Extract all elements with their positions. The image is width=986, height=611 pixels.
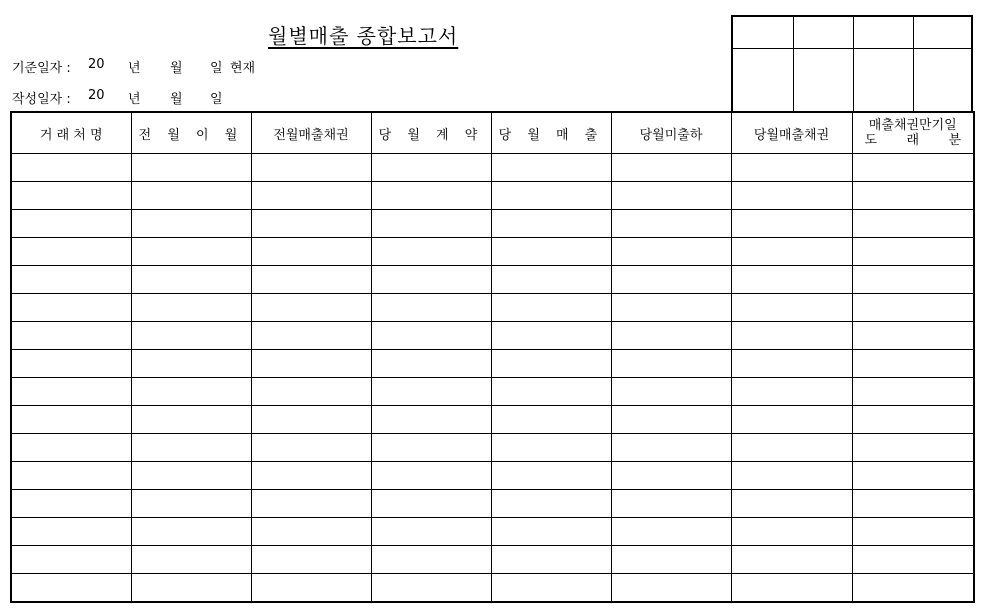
table-cell[interactable] [611,154,731,182]
table-cell[interactable] [131,238,251,266]
written-year-prefix: 20 [88,88,105,103]
table-cell[interactable] [611,574,731,603]
base-date-label: 기준일자 : [12,61,71,76]
table-cell[interactable] [371,238,491,266]
col-header-client: 거 래 처 명 [11,112,131,154]
table-cell[interactable] [371,322,491,350]
table-cell[interactable] [251,518,371,546]
table-cell[interactable] [371,574,491,603]
col-header-prev-carryover: 전 월 이 월 [131,112,251,154]
table-cell[interactable] [371,406,491,434]
table-cell[interactable] [491,350,611,378]
maturity-char: 분 [948,133,961,148]
base-year-prefix: 20 [88,57,105,72]
approval-col-divider [913,17,914,112]
table-cell[interactable] [491,462,611,490]
table-cell[interactable] [491,434,611,462]
table-cell[interactable] [852,462,974,490]
table-cell[interactable] [731,378,852,406]
table-cell[interactable] [611,490,731,518]
table-cell[interactable] [131,406,251,434]
col-header-month-receivables: 당월매출채권 [731,112,852,154]
table-cell[interactable] [852,574,974,603]
table-cell[interactable] [251,210,371,238]
table-cell[interactable] [611,406,731,434]
approval-col-divider [853,17,854,112]
table-cell[interactable] [611,266,731,294]
table-cell[interactable] [11,238,131,266]
table-row [11,238,974,266]
table-cell[interactable] [611,238,731,266]
table-cell[interactable] [11,518,131,546]
table-cell[interactable] [491,406,611,434]
table-cell[interactable] [251,154,371,182]
table-cell[interactable] [11,350,131,378]
table-cell[interactable] [131,210,251,238]
table-cell[interactable] [852,350,974,378]
approval-box [731,15,973,112]
table-cell[interactable] [731,322,852,350]
table-cell[interactable] [852,266,974,294]
table-cell[interactable] [251,490,371,518]
table-row [11,406,974,434]
table-cell[interactable] [131,462,251,490]
table-cell[interactable] [251,238,371,266]
table-cell[interactable] [731,490,852,518]
table-cell[interactable] [131,518,251,546]
col-header-month-unshipped: 당월미출하 [611,112,731,154]
maturity-line1: 매출채권만기일 [868,118,957,133]
table-cell[interactable] [491,210,611,238]
table-cell[interactable] [131,350,251,378]
table-cell[interactable] [491,546,611,574]
table-cell[interactable] [611,350,731,378]
table-cell[interactable] [131,490,251,518]
table-cell[interactable] [251,322,371,350]
table-cell[interactable] [251,182,371,210]
table-cell[interactable] [852,490,974,518]
table-row [11,434,974,462]
table-cell[interactable] [491,294,611,322]
table-cell[interactable] [131,154,251,182]
table-cell[interactable] [371,462,491,490]
table-cell[interactable] [11,182,131,210]
table-cell[interactable] [731,546,852,574]
table-cell[interactable] [251,378,371,406]
table-cell[interactable] [11,154,131,182]
table-row [11,490,974,518]
table-cell[interactable] [491,490,611,518]
table-cell[interactable] [491,238,611,266]
report-title: 월별매출 종합보고서 [268,24,459,48]
table-cell[interactable] [371,182,491,210]
table-row [11,462,974,490]
table-cell[interactable] [731,210,852,238]
table-cell[interactable] [131,322,251,350]
table-cell[interactable] [731,154,852,182]
written-day-unit: 일 [210,92,223,107]
table-cell[interactable] [611,378,731,406]
table-cell[interactable] [371,210,491,238]
table-cell[interactable] [131,294,251,322]
written-month-unit: 월 [170,92,183,107]
table-cell[interactable] [731,294,852,322]
col-header-maturity [852,112,974,154]
table-cell[interactable] [131,546,251,574]
sales-report-table [10,111,975,603]
table-cell[interactable] [251,406,371,434]
table-cell[interactable] [611,322,731,350]
table-row [11,266,974,294]
table-cell[interactable] [852,238,974,266]
table-cell[interactable] [11,210,131,238]
table-cell[interactable] [852,210,974,238]
table-cell[interactable] [491,154,611,182]
table-row [11,294,974,322]
table-cell[interactable] [611,546,731,574]
table-row [11,574,974,603]
base-year-unit: 년 [128,61,141,76]
table-cell[interactable] [371,546,491,574]
table-cell[interactable] [11,378,131,406]
table-row [11,322,974,350]
table-header-row [11,112,974,154]
table-row [11,182,974,210]
table-cell[interactable] [491,266,611,294]
table-cell[interactable] [11,574,131,603]
table-row [11,546,974,574]
table-cell[interactable] [611,182,731,210]
table-cell[interactable] [731,434,852,462]
table-cell[interactable] [731,406,852,434]
table-cell[interactable] [491,518,611,546]
table-cell[interactable] [11,490,131,518]
table-cell[interactable] [731,518,852,546]
table-cell[interactable] [371,490,491,518]
table-row [11,154,974,182]
maturity-line2 [853,133,974,148]
table-cell[interactable] [11,462,131,490]
table-cell[interactable] [611,210,731,238]
table-cell[interactable] [11,322,131,350]
table-cell[interactable] [491,182,611,210]
table-cell[interactable] [852,518,974,546]
table-cell[interactable] [371,266,491,294]
table-cell[interactable] [852,546,974,574]
table-cell[interactable] [11,294,131,322]
approval-divider [733,48,971,49]
table-cell[interactable] [11,406,131,434]
table-cell[interactable] [251,434,371,462]
col-header-month-contract: 당 월 계 약 [371,112,491,154]
table-cell[interactable] [491,574,611,603]
maturity-char: 래 [906,133,920,148]
as-of-text: 현재 [230,61,256,76]
table-row [11,378,974,406]
base-day-unit: 일 [210,61,223,76]
table-cell[interactable] [11,266,131,294]
table-cell[interactable] [251,462,371,490]
table-cell[interactable] [371,434,491,462]
table-cell[interactable] [251,574,371,603]
table-cell[interactable] [251,350,371,378]
col-header-prev-receivables: 전월매출채권 [251,112,371,154]
table-cell[interactable] [731,182,852,210]
table-cell[interactable] [371,350,491,378]
table-cell[interactable] [131,182,251,210]
table-cell[interactable] [852,378,974,406]
col-header-month-sales: 당 월 매 출 [491,112,611,154]
table-cell[interactable] [731,574,852,603]
table-cell[interactable] [852,434,974,462]
table-row [11,210,974,238]
table-cell[interactable] [611,294,731,322]
written-year-unit: 년 [128,92,141,107]
table-cell[interactable] [251,546,371,574]
table-cell[interactable] [11,434,131,462]
written-date-label: 작성일자 : [12,92,71,107]
table-cell[interactable] [491,322,611,350]
table-cell[interactable] [491,378,611,406]
table-cell[interactable] [251,266,371,294]
table-body [11,154,974,603]
table-cell[interactable] [131,434,251,462]
table-cell[interactable] [131,378,251,406]
table-row [11,518,974,546]
table-cell[interactable] [731,238,852,266]
table-cell[interactable] [852,182,974,210]
table-cell[interactable] [852,294,974,322]
approval-col-divider [793,17,794,112]
table-cell[interactable] [11,546,131,574]
base-month-unit: 월 [170,61,183,76]
table-cell[interactable] [731,266,852,294]
table-cell[interactable] [371,154,491,182]
table-cell[interactable] [371,378,491,406]
table-cell[interactable] [731,462,852,490]
table-cell[interactable] [611,462,731,490]
table-cell[interactable] [251,294,371,322]
table-cell[interactable] [731,350,852,378]
table-cell[interactable] [131,266,251,294]
table-cell[interactable] [852,406,974,434]
table-cell[interactable] [611,434,731,462]
table-cell[interactable] [852,154,974,182]
table-cell[interactable] [611,518,731,546]
table-cell[interactable] [852,322,974,350]
table-cell[interactable] [371,518,491,546]
maturity-char: 도 [864,133,878,148]
table-cell[interactable] [371,294,491,322]
table-row [11,350,974,378]
table-cell[interactable] [131,574,251,603]
